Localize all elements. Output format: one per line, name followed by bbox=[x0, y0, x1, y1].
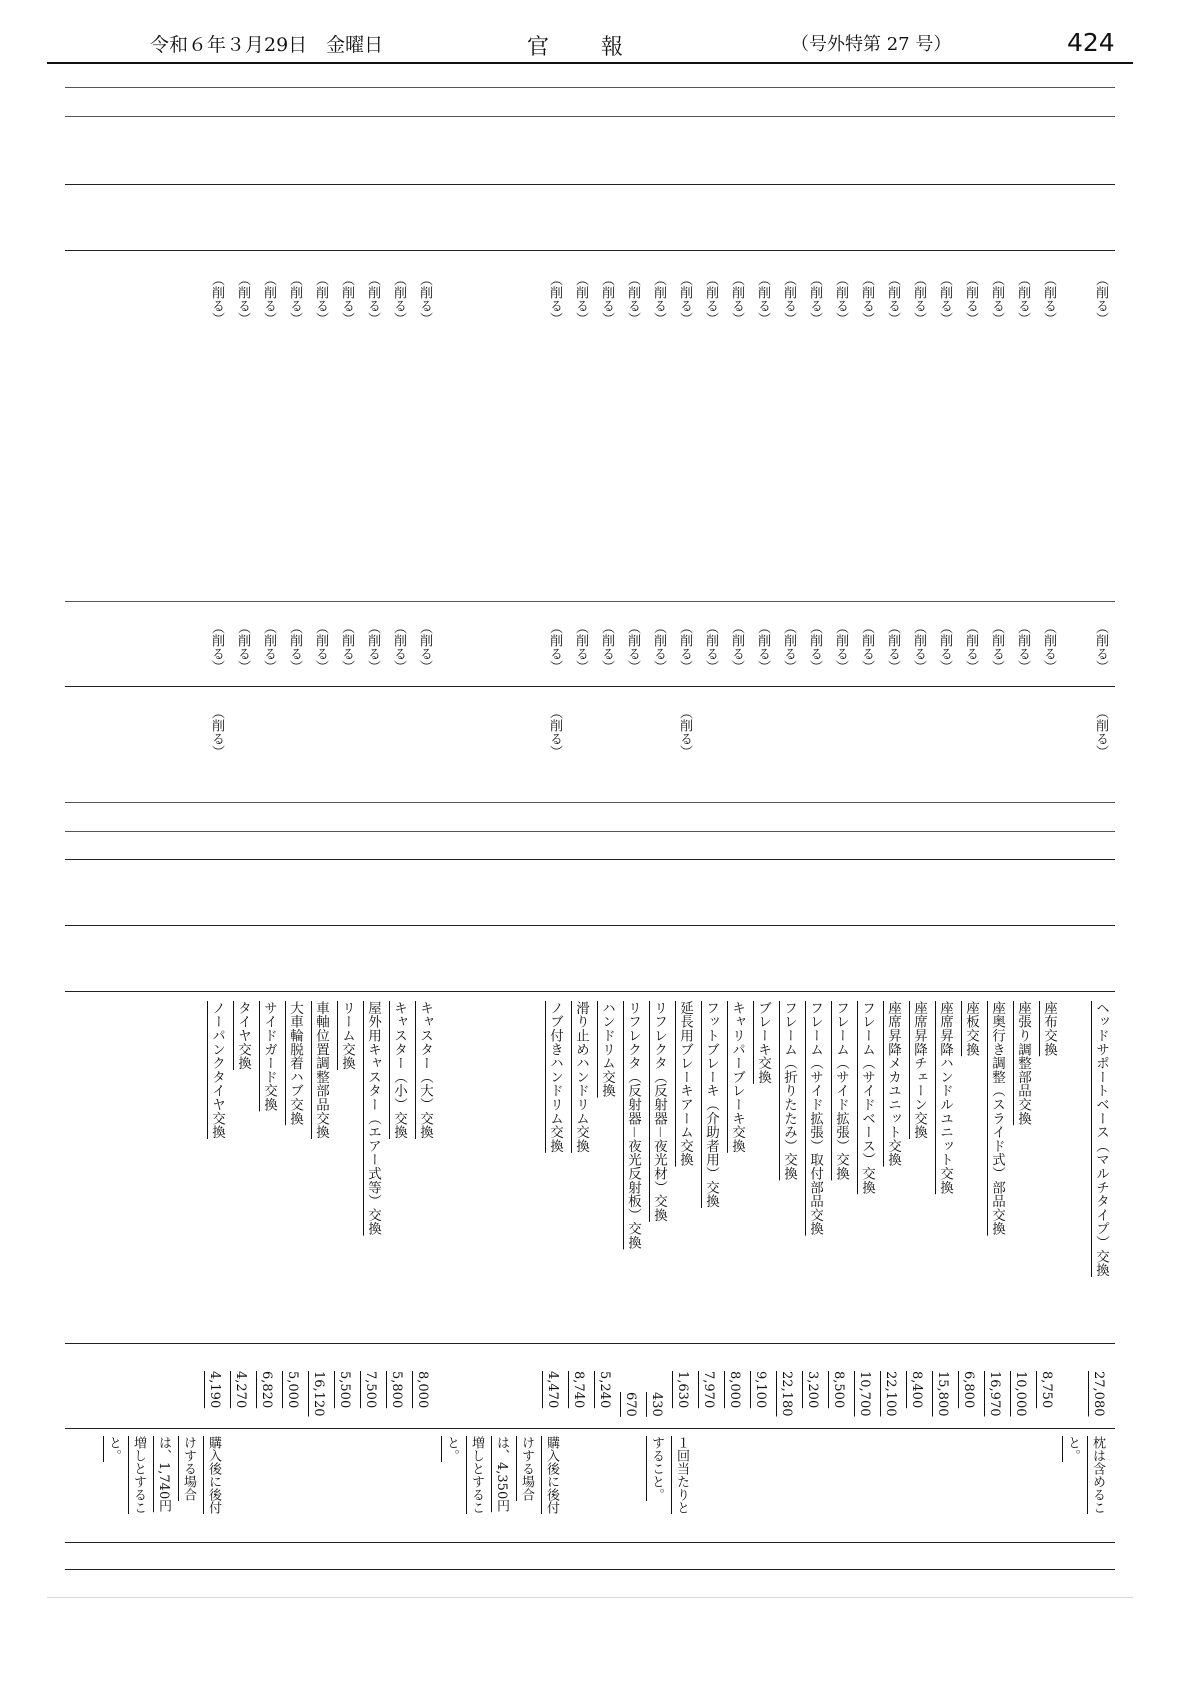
item-price: 670 bbox=[623, 1392, 638, 1417]
item-name: 座席昇降ハンドルユニット交換 bbox=[937, 1001, 953, 1195]
note-line: 増しとするこ bbox=[131, 1436, 146, 1514]
item-name: ヘッドサポートベース（マルチタイプ）交換 bbox=[1093, 1001, 1109, 1277]
note-line: 購入後に後付 bbox=[206, 1436, 221, 1514]
table-rule bbox=[65, 184, 1115, 185]
deleted-marker: （削る） bbox=[833, 621, 848, 673]
deleted-marker: （削る） bbox=[365, 273, 380, 325]
item-name: ノーパンクタイヤ交換 bbox=[209, 1001, 225, 1139]
item-price: 8,000 bbox=[415, 1371, 430, 1409]
deleted-marker: （削る） bbox=[859, 273, 874, 325]
deleted-marker: （削る） bbox=[937, 621, 952, 673]
item-price: 5,500 bbox=[337, 1371, 352, 1409]
deleted-marker: （削る） bbox=[547, 273, 562, 325]
deleted-marker: （削る） bbox=[209, 621, 224, 673]
deleted-marker: （削る） bbox=[703, 621, 718, 673]
note-line: けする場合 bbox=[519, 1436, 534, 1501]
item-price: 5,240 bbox=[597, 1371, 612, 1409]
note-line: 枕は含めるこ bbox=[1090, 1436, 1105, 1514]
deleted-marker: （削る） bbox=[651, 621, 666, 673]
page-number: 424 bbox=[1067, 28, 1115, 57]
item-price: 16,120 bbox=[311, 1371, 326, 1417]
deleted-marker: （削る） bbox=[573, 273, 588, 325]
item-price: 8,740 bbox=[571, 1371, 586, 1409]
deleted-marker: （削る） bbox=[547, 621, 562, 673]
deleted-marker: （削る） bbox=[963, 273, 978, 325]
item-name: キャリパーブレーキ交換 bbox=[729, 1001, 745, 1153]
item-name: リフレクタ（反射器－夜光材）交換 bbox=[651, 1001, 667, 1222]
item-price: 5,800 bbox=[389, 1371, 404, 1409]
item-name: キャスター（小）交換 bbox=[391, 1001, 407, 1139]
table-rule bbox=[65, 831, 1115, 832]
deleted-marker: （削る） bbox=[1093, 273, 1108, 325]
item-price: 15,800 bbox=[935, 1371, 950, 1417]
item-name: フレーム（サイドベース）交換 bbox=[859, 1001, 875, 1195]
deleted-marker: （削る） bbox=[833, 273, 848, 325]
item-price: 16,970 bbox=[987, 1371, 1002, 1417]
item-price: 6,820 bbox=[259, 1371, 274, 1409]
item-price: 3,200 bbox=[805, 1371, 820, 1409]
item-price: 5,000 bbox=[285, 1371, 300, 1409]
deleted-marker: （削る） bbox=[209, 706, 224, 758]
deleted-marker: （削る） bbox=[261, 273, 276, 325]
note-line: と。 bbox=[1065, 1436, 1080, 1462]
item-price: 10,000 bbox=[1013, 1371, 1028, 1417]
deleted-marker: （削る） bbox=[547, 706, 562, 758]
note-line: １回当たりと bbox=[674, 1436, 689, 1514]
table-rule bbox=[65, 991, 1115, 992]
item-name: リフレクタ（反射器－夜光反射板）交換 bbox=[625, 1001, 641, 1250]
deleted-marker: （削る） bbox=[235, 273, 250, 325]
item-price: 1,630 bbox=[675, 1371, 690, 1409]
note-line: けする場合 bbox=[181, 1436, 196, 1501]
item-price: 8,750 bbox=[1039, 1371, 1054, 1409]
deleted-marker: （削る） bbox=[313, 273, 328, 325]
item-name: 座席昇降メカユニット交換 bbox=[885, 1001, 901, 1167]
deleted-marker: （削る） bbox=[287, 273, 302, 325]
deleted-marker: （削る） bbox=[235, 621, 250, 673]
note-line: 購入後に後付 bbox=[544, 1436, 559, 1514]
deleted-marker: （削る） bbox=[287, 621, 302, 673]
item-price: 22,100 bbox=[883, 1371, 898, 1417]
deleted-marker: （削る） bbox=[729, 273, 744, 325]
table-rule bbox=[65, 859, 1115, 860]
item-name: ハンドリム交換 bbox=[599, 1001, 615, 1098]
table-rule bbox=[65, 686, 1115, 687]
deleted-marker: （削る） bbox=[339, 273, 354, 325]
deleted-marker: （削る） bbox=[807, 621, 822, 673]
table-rule bbox=[65, 116, 1115, 117]
deleted-marker: （削る） bbox=[807, 273, 822, 325]
deleted-marker: （削る） bbox=[703, 273, 718, 325]
item-name: 座席昇降チェーン交換 bbox=[911, 1001, 927, 1139]
deleted-marker: （削る） bbox=[625, 621, 640, 673]
item-name: リーム交換 bbox=[339, 1001, 355, 1070]
gazette-page bbox=[47, 0, 1133, 1598]
deleted-marker: （削る） bbox=[573, 621, 588, 673]
deleted-marker: （削る） bbox=[391, 621, 406, 673]
deleted-marker: （削る） bbox=[1015, 621, 1030, 673]
table-rule bbox=[65, 1428, 1115, 1429]
item-name: タイヤ交換 bbox=[235, 1001, 251, 1070]
deleted-marker: （削る） bbox=[1041, 273, 1056, 325]
page-header bbox=[47, 26, 1133, 64]
item-name: 座布交換 bbox=[1041, 1001, 1057, 1057]
deleted-marker: （削る） bbox=[1041, 621, 1056, 673]
deleted-marker: （削る） bbox=[365, 621, 380, 673]
deleted-marker: （削る） bbox=[677, 621, 692, 673]
deleted-marker: （削る） bbox=[677, 706, 692, 758]
table-rule bbox=[65, 1343, 1115, 1344]
item-price: 8,400 bbox=[909, 1371, 924, 1409]
note-line: と。 bbox=[444, 1436, 459, 1462]
item-name: キャスター（大）交換 bbox=[417, 1001, 433, 1139]
item-name: 大車輪脱着ハブ交換 bbox=[287, 1001, 303, 1126]
table-rule bbox=[65, 1569, 1115, 1570]
note-line: は、1,740円 bbox=[156, 1436, 171, 1513]
item-price: 8,500 bbox=[831, 1371, 846, 1409]
item-name: 延長用ブレーキアーム交換 bbox=[677, 1001, 693, 1167]
item-name: 滑り止めハンドリム交換 bbox=[573, 1001, 589, 1153]
deleted-marker: （削る） bbox=[937, 273, 952, 325]
item-name: 屋外用キャスター（エアー式等）交換 bbox=[365, 1001, 381, 1236]
issue-number: （号外特第 27 号） bbox=[791, 34, 952, 55]
item-price: 4,190 bbox=[207, 1371, 222, 1409]
table-rule bbox=[65, 250, 1115, 251]
deleted-marker: （削る） bbox=[599, 621, 614, 673]
deleted-marker: （削る） bbox=[1093, 621, 1108, 673]
note-line: 増しとするこ bbox=[469, 1436, 484, 1514]
deleted-marker: （削る） bbox=[1093, 706, 1108, 758]
item-name: ブレーキ交換 bbox=[755, 1001, 771, 1084]
item-price: 7,970 bbox=[701, 1371, 716, 1409]
item-price: 4,470 bbox=[545, 1371, 560, 1409]
deleted-marker: （削る） bbox=[963, 621, 978, 673]
item-name: 座奥行き調整（スライド式）部品交換 bbox=[989, 1001, 1005, 1236]
item-price: 6,800 bbox=[961, 1371, 976, 1409]
item-price: 27,080 bbox=[1091, 1371, 1106, 1417]
table-rule bbox=[65, 925, 1115, 926]
gazette-title: 官報 bbox=[527, 35, 676, 60]
item-name: 車軸位置調整部品交換 bbox=[313, 1001, 329, 1139]
table-rule bbox=[65, 601, 1115, 602]
item-price: 8,000 bbox=[727, 1371, 742, 1409]
deleted-marker: （削る） bbox=[1015, 273, 1030, 325]
deleted-marker: （削る） bbox=[599, 273, 614, 325]
deleted-marker: （削る） bbox=[391, 273, 406, 325]
item-price: 430 bbox=[649, 1392, 664, 1417]
note-line: は、4,350円 bbox=[494, 1436, 509, 1513]
deleted-marker: （削る） bbox=[989, 273, 1004, 325]
deleted-marker: （削る） bbox=[651, 273, 666, 325]
deleted-marker: （削る） bbox=[885, 621, 900, 673]
deleted-marker: （削る） bbox=[209, 273, 224, 325]
item-name: フットブレーキ（介助者用）交換 bbox=[703, 1001, 719, 1208]
item-name: サイドガード交換 bbox=[261, 1001, 277, 1112]
table-rule bbox=[65, 802, 1115, 803]
item-name: フレーム（サイド拡張）取付部品交換 bbox=[807, 1001, 823, 1236]
note-line: と。 bbox=[106, 1436, 121, 1462]
deleted-marker: （削る） bbox=[339, 621, 354, 673]
item-name: 座板交換 bbox=[963, 1001, 979, 1057]
note-line: すること。 bbox=[649, 1436, 664, 1501]
table-rule bbox=[65, 1542, 1115, 1543]
item-price: 7,500 bbox=[363, 1371, 378, 1409]
deleted-marker: （削る） bbox=[625, 273, 640, 325]
deleted-marker: （削る） bbox=[781, 621, 796, 673]
deleted-marker: （削る） bbox=[755, 621, 770, 673]
deleted-marker: （削る） bbox=[911, 273, 926, 325]
deleted-marker: （削る） bbox=[989, 621, 1004, 673]
item-name: 座張り調整部品交換 bbox=[1015, 1001, 1031, 1126]
deleted-marker: （削る） bbox=[417, 273, 432, 325]
item-name: フレーム（サイド拡張）交換 bbox=[833, 1001, 849, 1181]
item-price: 9,100 bbox=[753, 1371, 768, 1409]
deleted-marker: （削る） bbox=[677, 273, 692, 325]
item-name: フレーム（折りたたみ）交換 bbox=[781, 1001, 797, 1181]
deleted-marker: （削る） bbox=[781, 273, 796, 325]
deleted-marker: （削る） bbox=[729, 621, 744, 673]
deleted-marker: （削る） bbox=[417, 621, 432, 673]
table-rule bbox=[65, 87, 1115, 88]
item-price: 22,180 bbox=[779, 1371, 794, 1417]
item-name: ノブ付きハンドリム交換 bbox=[547, 1001, 563, 1153]
deleted-marker: （削る） bbox=[755, 273, 770, 325]
item-price: 10,700 bbox=[857, 1371, 872, 1417]
deleted-marker: （削る） bbox=[911, 621, 926, 673]
deleted-marker: （削る） bbox=[859, 621, 874, 673]
deleted-marker: （削る） bbox=[885, 273, 900, 325]
item-price: 4,270 bbox=[233, 1371, 248, 1409]
deleted-marker: （削る） bbox=[261, 621, 276, 673]
deleted-marker: （削る） bbox=[313, 621, 328, 673]
publication-date: 令和６年３月29日 金曜日 bbox=[150, 34, 384, 56]
